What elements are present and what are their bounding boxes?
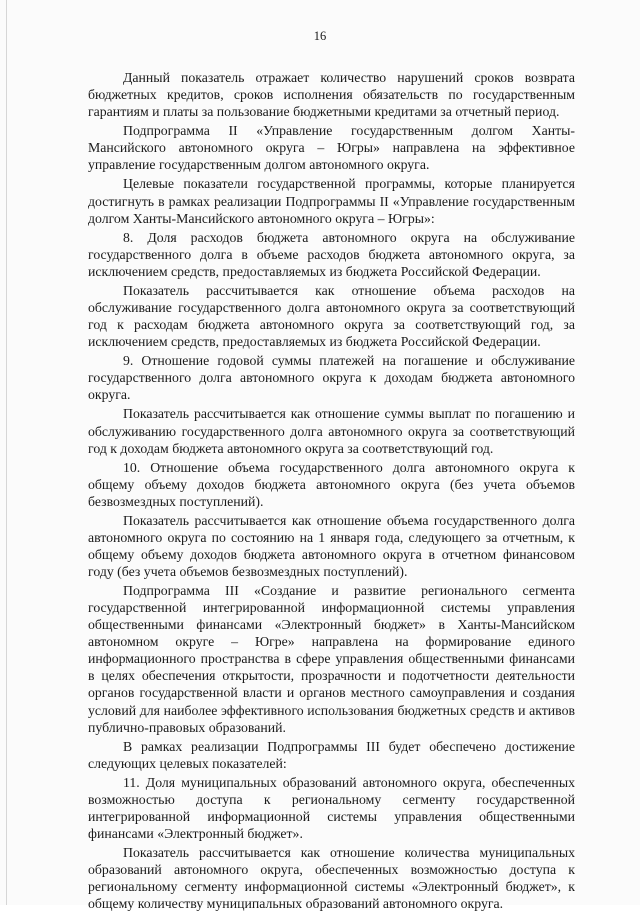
paragraph-indicator-9: 9. Отношение годовой суммы платежей на погашение и обслуживание государственного долга автономного округа к доходам бюджета автономного округа.: [88, 353, 575, 403]
page-edge-line: [6, 0, 7, 905]
paragraph-subprogram-3-targets: В рамках реализации Подпрограммы III будет обеспечено достижение следующих целевых показателей:: [88, 738, 575, 771]
paragraph-indicator-10: 10. Отношение объема государственного долга автономного округа к общему объему доходов бюджета автономного округа (без учета объемов безвозмездных поступлений).: [88, 459, 575, 509]
paragraph-indicator-8: 8. Доля расходов бюджета автономного округа на обслуживание государственного долга в объеме расходов бюджета автономного округа, за исключением средств, предоставляемых из бюджета Российской Федерации.: [88, 229, 575, 279]
paragraph-indicator-10-calculation: Показатель рассчитывается как отношение объема государственного долга автономного округа по состоянию на 1 января года, следующего за отчетным, к общему объему доходов бюджета автономного округа в отчетном финансовом году (без учета объемов безвозмездных поступлений).: [88, 512, 575, 580]
paragraph-indicator-11-calculation: Показатель рассчитывается как отношение количества муниципальных образований автономного округа, обеспеченных возможностью доступа к региональному сегменту информационной системы «Электронный бюджет», к общему количеству муниципальных образований автономного округа.: [88, 845, 575, 912]
paragraph-indicator-9-calculation: Показатель рассчитывается как отношение суммы выплат по погашению и обслуживанию государственного долга автономного округа за соответствующий год к доходам бюджета автономного округа за соответствующий год.: [88, 406, 575, 456]
document-body: [88, 69, 575, 914]
paragraph-indicator-description: Данный показатель отражает количество нарушений сроков возврата бюджетных кредитов, сроков исполнения обязательств по государственным гарантиям и платы за пользование бюджетными кредитами за отчетный период.: [88, 70, 575, 120]
page-number: 16: [313, 29, 327, 43]
paragraph-indicator-11: 11. Доля муниципальных образований автономного округа, обеспеченных возможностью доступа к региональному сегменту государственной интегрированной информационной системы управления общественными финансами «Электронный бюджет».: [88, 774, 575, 842]
paragraph-indicator-8-calculation: Показатель рассчитывается как отношение объема расходов на обслуживание государственного долга автономного округа за соответствующий год к расходам бюджета автономного округа за соответствующий год, за исключением средств, предоставляемых из бюджета Российской Федерации.: [88, 282, 575, 350]
paragraph-subprogram-2-intro: Подпрограмма II «Управление государственным долгом Ханты-Мансийского автономного округа – Югры» направлена на эффективное управление государственным долгом автономного округа.: [88, 123, 575, 173]
paragraph-subprogram-3-intro: Подпрограмма III «Создание и развитие регионального сегмента государственной интегрированной информационной системы управления общественными финансами «Электронный бюджет» в Ханты-Мансийском автономном округе – Югре» направлена на формирование единого информационного пространства в сфере управления общественными финансами в целях обеспечения открытости, прозрачности и подотчетности деятельности органов государственной власти и органов местного самоуправления и создания условий для наиболее эффективного использования бюджетных средств и активов публично-правовых образований.: [88, 583, 575, 735]
paragraph-subprogram-2-targets: Целевые показатели государственной программы, которые планируется достигнуть в рамках реализации Подпрограммы II «Управление государственным долгом Ханты-Мансийского автономного округа – Югры»:: [88, 176, 575, 226]
